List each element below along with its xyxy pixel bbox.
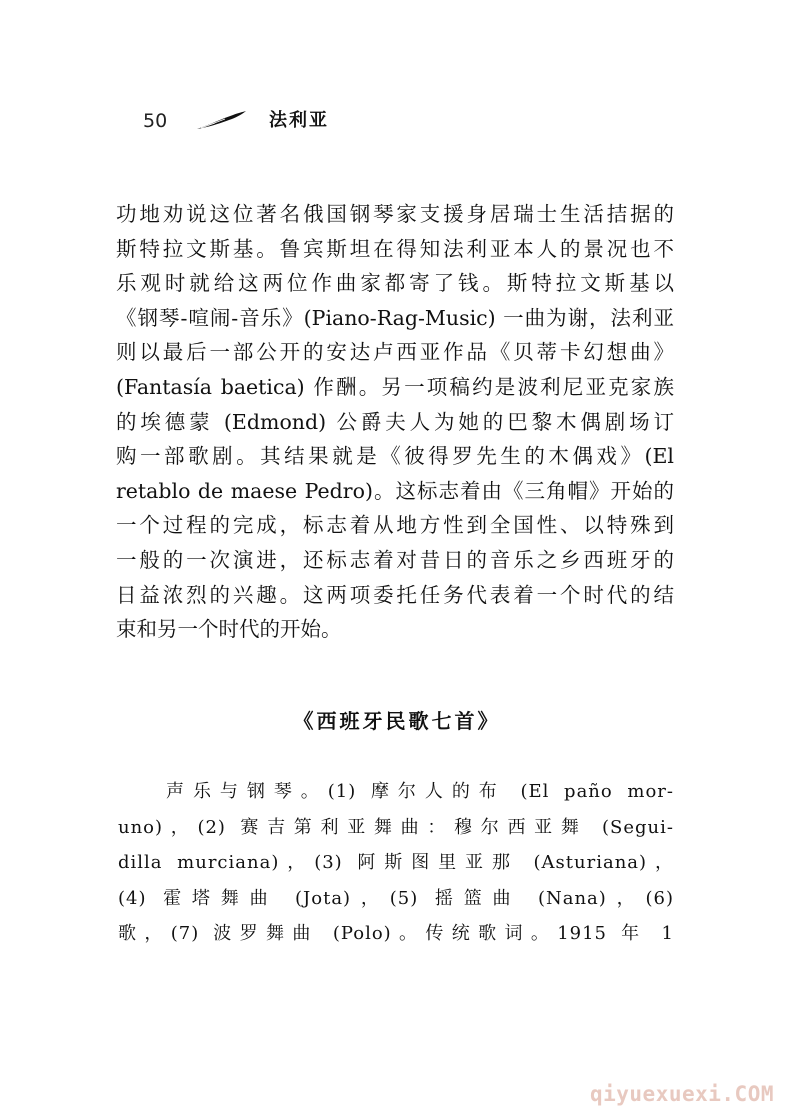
text-line: 声乐与钢琴。(1) 摩尔人的布 (El paño mor- [166,781,674,802]
page-number: 50 [143,110,168,132]
text-line: dilla murciana)，(3) 阿斯图里亚那 (Asturiana)， [118,852,674,874]
text-line: (4) 霍塔舞曲 (Jota)，(5) 摇篮曲 (Nana)，(6) [118,887,674,909]
text-line: 一个过程的完成，标志着从地方性到全国性、以特殊到 [116,513,674,538]
text-line: 《钢琴-喧闹-音乐》(Piano-Rag-Music) 一曲为谢，法利亚 [116,305,674,330]
text-line: 的埃德蒙 (Edmond) 公爵夫人为她的巴黎木偶剧场订 [116,409,674,434]
running-title: 法利亚 [269,110,329,131]
text-line: 功地劝说这位著名俄国钢琴家支援身居瑞士生活拮据的 [116,202,674,226]
text-line: 购一部歌剧。其结果就是《彼得罗先生的木偶戏》(El [116,444,674,469]
text-line: retablo de maese Pedro)。这标志着由《三角帽》开始的 [116,478,674,503]
section-heading: 《西班牙民歌七首》 [293,709,501,733]
site-watermark: qiyuexuexi.COM [589,1082,774,1106]
text-line: 斯特拉文斯基。鲁宾斯坦在得知法利亚本人的景况也不 [116,236,674,261]
text-line: (Fantasía baetica) 作酬。另一项稿约是波利尼亚克家族 [116,374,674,399]
text-line: 束和另一个时代的开始。 [116,617,342,642]
text-line: 歌，(7) 波罗舞曲 (Polo)。传统歌词。1915 年 1 [118,923,674,945]
section-paragraph [118,774,674,952]
text-line: 乐观时就给这两位作曲家都寄了钱。斯特拉文斯基以 [116,271,674,296]
body-paragraph [116,197,674,647]
text-line: 日益浓烈的兴趣。这两项委托任务代表着一个时代的结 [116,582,674,607]
text-line: 一般的一次演进，还标志着对昔日的音乐之乡西班牙的 [116,547,674,572]
quill-pen-icon [195,110,247,132]
text-line: 则以最后一部公开的安达卢西亚作品《贝蒂卡幻想曲》 [116,340,674,365]
text-line: uno)，(2) 赛吉第利亚舞曲：穆尔西亚舞 (Segui- [118,816,674,838]
page-header [143,106,443,136]
